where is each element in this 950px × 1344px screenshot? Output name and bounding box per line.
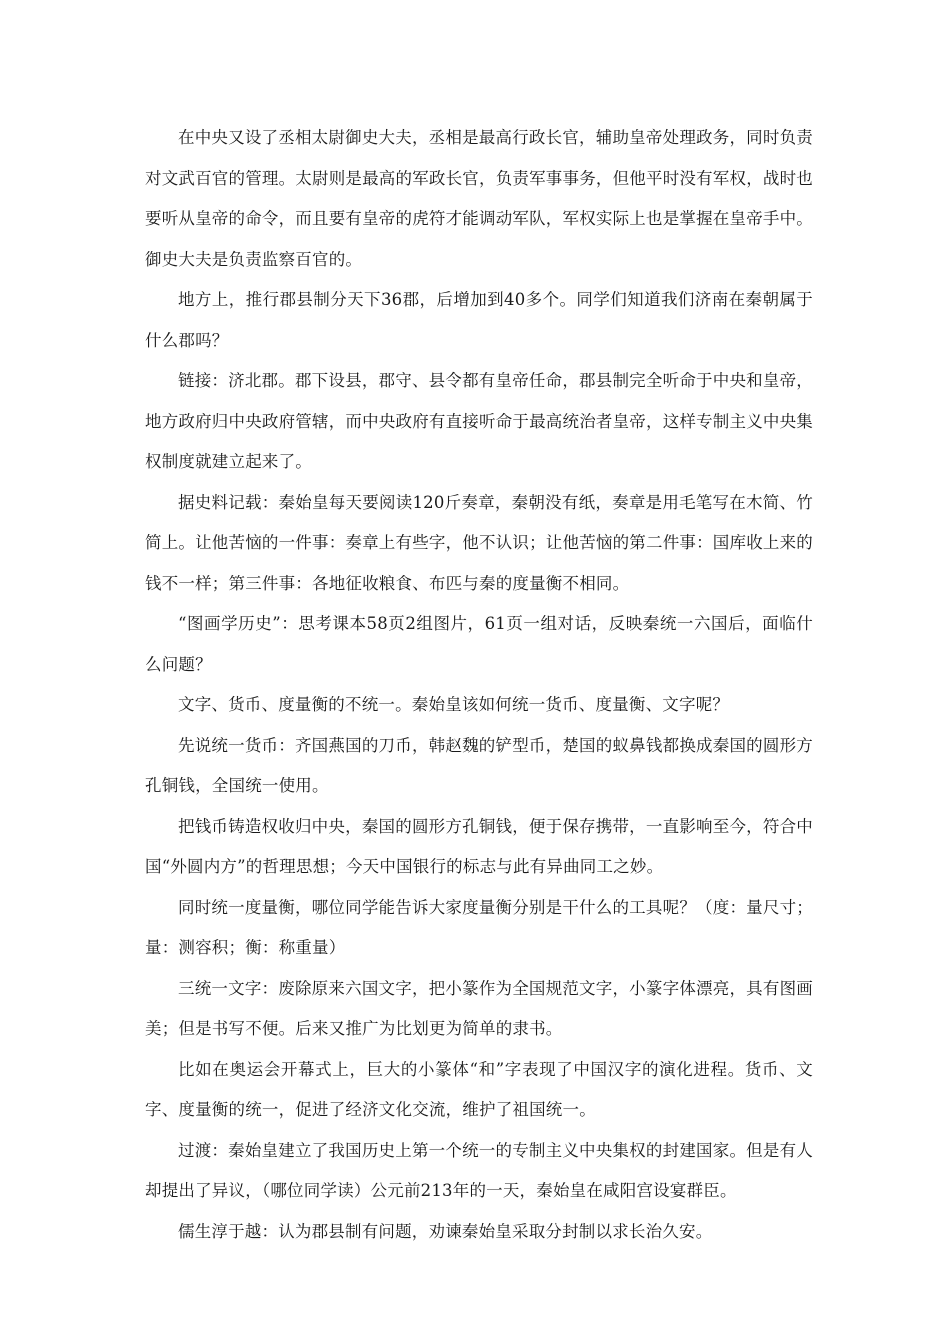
paragraph-unification-question: 文字、货币、度量衡的不统一。秦始皇该如何统一货币、度量衡、文字呢？ [178,695,730,714]
paragraph-central-officials: 在中央又设了丞相太尉御史大夫，丞相是最高行政长官，辅助皇帝处理政务，同时负责对文武百官的管理。太尉则是最高的军政长官，负责军事事务，但他平时没有军权，战时也要听从皇帝的命令，而且要有皇帝的虎符才能调动军队，军权实际上也是掌握在皇帝手中。御史大夫是负责监察百官的。 [145,128,813,269]
paragraph-commandery-system: 地方上，推行郡县制分天下36郡，后增加到40多个。同学们知道我们济南在秦朝属于什么郡吗？ [145,290,813,350]
paragraph-minting-rights: 把钱币铸造权收归中央，秦国的圆形方孔铜钱，便于保存携带，一直影响至今，符合中国“外圆内方”的哲理思想；今天中国银行的标志与此有异曲同工之妙。 [145,816,813,876]
paragraph-measures: 同时统一度量衡，哪位同学能告诉大家度量衡分别是干什么的工具呢？（度：量尺寸；量：测容积；衡：称重量） [145,897,813,957]
paragraph-historical-record: 据史料记载：秦始皇每天要阅读120斤奏章，秦朝没有纸，奏章是用毛笔写在木简、竹简上。让他苦恼的一件事：奏章上有些字，他不认识；让他苦恼的第二件事：国库收上来的钱不一样；第三件事：各地征收粮食、布匹与秦的度量衡不相同。 [145,492,813,593]
paragraph-jibei-link: 链接：济北郡。郡下设县，郡守、县令都有皇帝任命，郡县制完全听命于中央和皇帝，地方政府归中央政府管辖，而中央政府有直接听命于最高统治者皇帝，这样专制主义中央集权制度就建立起来了。 [145,371,813,471]
paragraph-currency: 先说统一货币：齐国燕国的刀币，韩赵魏的铲型币，楚国的蚁鼻钱都换成秦国的圆形方孔铜钱，全国统一使用。 [145,735,813,795]
document-body [145,118,813,1252]
paragraph-picture-history: “图画学历史”：思考课本58页2组图片，61页一组对话，反映秦统一六国后，面临什么问题？ [145,614,813,674]
paragraph-transition: 过渡：秦始皇建立了我国历史上第一个统一的专制主义中央集权的封建国家。但是有人却提出了异议，（哪位同学读）公元前213年的一天，秦始皇在咸阳宫设宴群臣。 [145,1140,813,1200]
paragraph-olympics: 比如在奥运会开幕式上，巨大的小篆体“和”字表现了中国汉字的演化进程。货币、文字、度量衡的统一，促进了经济文化交流，维护了祖国统一。 [145,1059,813,1119]
paragraph-writing: 三统一文字：废除原来六国文字，把小篆作为全国规范文字，小篆字体漂亮，具有图画美；但是书写不便。后来又推广为比划更为简单的隶书。 [145,978,813,1038]
paragraph-chunyu-yue: 儒生淳于越：认为郡县制有问题，劝谏秦始皇采取分封制以求长治久安。 [178,1221,713,1241]
